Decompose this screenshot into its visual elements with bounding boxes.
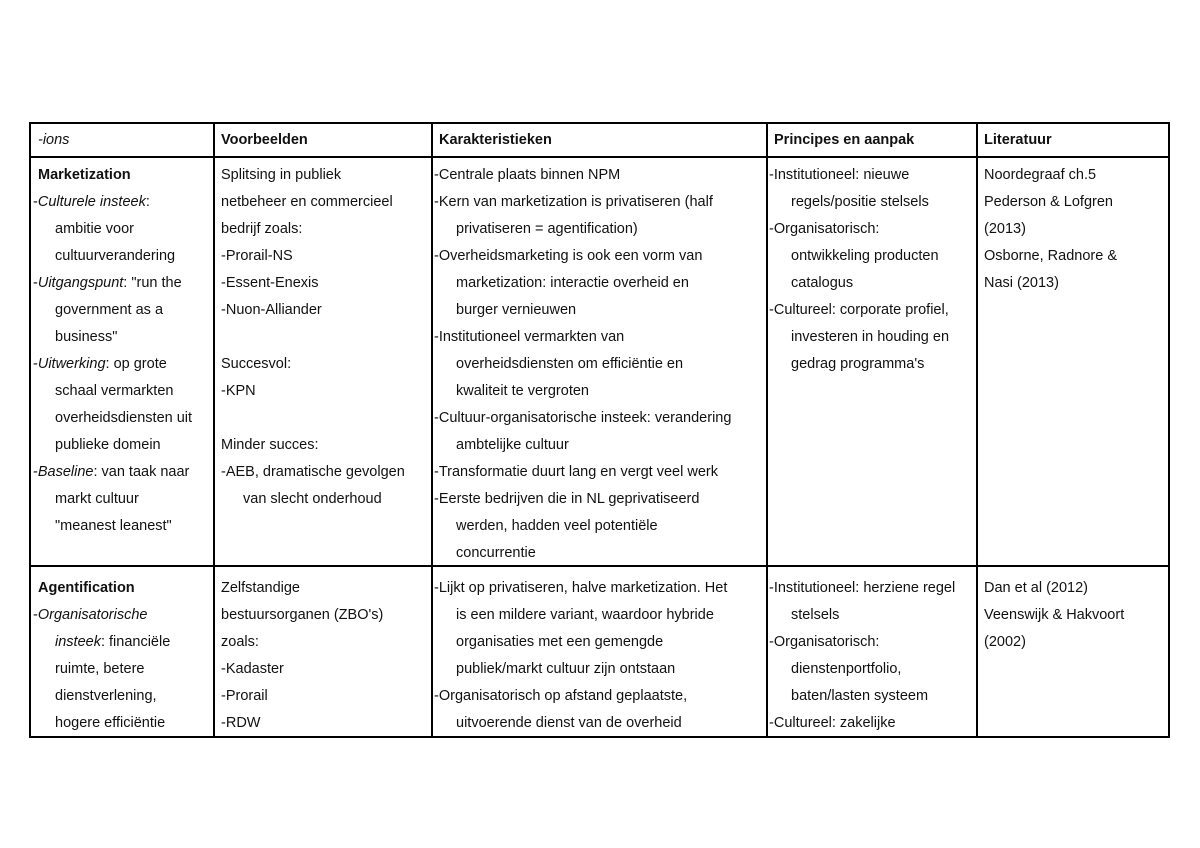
cell-line [33, 629, 170, 656]
cell-line: Marketization [38, 167, 131, 183]
cell-line: investeren in houding en [791, 329, 950, 345]
cell-line: publieke domein [55, 437, 161, 453]
row-agentification-principes [769, 575, 955, 737]
cell-line: dienstenportfolio, [791, 661, 902, 677]
cell-line: privatiseren = agentification) [456, 221, 638, 237]
cell-line: regels/positie stelsels [791, 194, 929, 210]
cell-line: van slecht onderhoud [243, 491, 382, 507]
cell-line: baten/lasten systeem [791, 688, 929, 704]
cell-line: stelsels [791, 607, 840, 623]
header-divider [31, 156, 1168, 158]
cell-line: uitvoerende dienst van de overheid [456, 715, 682, 731]
cell-line: ambtelijke cultuur [456, 437, 569, 453]
cell-line: (2013) [984, 221, 1026, 237]
cell-line: Nasi (2013) [984, 275, 1059, 291]
row-marketization-ions [33, 162, 192, 540]
cell-line-label: Culturele insteek [37, 194, 146, 210]
cell-line: - RDW [221, 710, 383, 737]
cell-line [33, 459, 192, 486]
row-marketization-karakteristieken [434, 162, 731, 567]
cell-line: - Kadaster [221, 656, 383, 683]
header-karakteristieken: Karakteristieken [439, 132, 552, 148]
cell-line: - Overheidsmarketing is ook een vorm van [434, 243, 731, 270]
cell-line: - Organisatorisch: [769, 216, 949, 243]
cell-line: Agentification [38, 580, 135, 596]
cell-line: government as a [55, 302, 164, 318]
cell-line: Osborne, Radnore & [984, 248, 1117, 264]
cell-line: - Organisatorisch op afstand geplaatste, [434, 683, 727, 710]
cell-line [33, 270, 192, 297]
cell-line [33, 189, 192, 216]
cell-line: - Institutioneel: herziene regel [769, 575, 955, 602]
cell-line [33, 602, 170, 629]
cell-line: schaal vermarkten [55, 383, 174, 399]
cell-line: - Nuon-Alliander [221, 297, 405, 324]
cell-line: bestuursorganen (ZBO's) [221, 607, 384, 623]
cell-line: - Eerste bedrijven die in NL geprivatiseerd [434, 486, 731, 513]
cell-line: - Lijkt op privatiseren, halve marketization. Het [434, 575, 727, 602]
cell-line: concurrentie [456, 545, 536, 561]
cell-line: - Prorail-NS [221, 243, 405, 270]
cell-line-label: Uitwerking [37, 356, 106, 372]
cell-line: - Institutioneel vermarkten van [434, 324, 731, 351]
cell-line: is een mildere variant, waardoor hybride [456, 607, 714, 623]
cell-line: - Organisatorisch: [769, 629, 955, 656]
cell-line [221, 405, 405, 432]
cell-line: netbeheer en commercieel [221, 194, 393, 210]
row-agentification-ions [33, 575, 170, 737]
cell-line: Noordegraaf ch.5 [984, 167, 1097, 183]
cell-line: - Institutioneel: nieuwe [769, 162, 949, 189]
cell-line: marketization: interactie overheid en [456, 275, 689, 291]
cell-line: publiek/markt cultuur zijn ontstaan [456, 661, 676, 677]
column-divider [213, 124, 215, 736]
cell-line [221, 324, 405, 351]
cell-line: markt cultuur [55, 491, 139, 507]
cell-line: zoals: [221, 634, 259, 650]
cell-line [33, 351, 192, 378]
row-marketization-voorbeelden [221, 162, 405, 513]
cell-line: - Essent-Enexis [221, 270, 405, 297]
row-agentification-voorbeelden [221, 575, 383, 737]
cell-line: Pederson & Lofgren [984, 194, 1113, 210]
cell-line: - Cultureel: zakelijke [769, 710, 955, 737]
cell-line: dienstverlening, [55, 688, 157, 704]
cell-line: Veenswijk & Hakvoort [984, 607, 1125, 623]
header-voorbeelden: Voorbeelden [221, 132, 308, 148]
comparison-table [29, 122, 1170, 738]
cell-line: - Cultuur-organisatorische insteek: verandering [434, 405, 731, 432]
cell-line: catalogus [791, 275, 854, 291]
cell-line: Succesvol: [221, 356, 292, 372]
column-divider [431, 124, 433, 736]
row-agentification-karakteristieken [434, 575, 727, 737]
cell-line: (2002) [984, 634, 1026, 650]
cell-line: - Prorail [221, 683, 383, 710]
cell-line: bedrijf zoals: [221, 221, 303, 237]
cell-line: - Cultureel: corporate profiel, [769, 297, 949, 324]
row-marketization-principes [769, 162, 949, 378]
cell-line: burger vernieuwen [456, 302, 577, 318]
cell-line-label: Baseline [37, 464, 94, 480]
cell-line: Dan et al (2012) [984, 580, 1088, 596]
cell-line: Minder succes: [221, 437, 319, 453]
cell-line: ruimte, betere [55, 661, 145, 677]
cell-line: hogere efficiëntie [55, 715, 166, 731]
cell-line: - Centrale plaats binnen NPM [434, 162, 731, 189]
cell-line-label: Uitgangspunt [37, 275, 124, 291]
cell-line: ontwikkeling producten [791, 248, 939, 264]
header-literatuur: Literatuur [984, 132, 1052, 148]
cell-line: Zelfstandige [221, 580, 300, 596]
row-marketization-literatuur [984, 162, 1117, 297]
cell-line-text: : van taak naar [93, 464, 190, 480]
cell-line-text: : "run the [123, 275, 182, 291]
cell-line: "meanest leanest" [55, 518, 172, 534]
cell-line-text: : financiële [100, 634, 171, 650]
header-ions: -ions [38, 132, 70, 148]
cell-line: business" [55, 329, 118, 345]
cell-line: - KPN [221, 378, 405, 405]
column-divider [976, 124, 978, 736]
cell-line: cultuurverandering [55, 248, 176, 264]
cell-line: - AEB, dramatische gevolgen [221, 459, 405, 486]
cell-line-label: insteek [55, 634, 101, 650]
cell-line: overheidsdiensten uit [55, 410, 193, 426]
cell-line: organisaties met een gemengde [456, 634, 664, 650]
cell-line: werden, hadden veel potentiële [456, 518, 658, 534]
row-agentification-literatuur [984, 575, 1124, 656]
cell-line-text: : op grote [105, 356, 167, 372]
cell-line-text: : [145, 194, 150, 210]
cell-line: Splitsing in publiek [221, 167, 342, 183]
cell-line: kwaliteit te vergroten [456, 383, 589, 399]
cell-line-label: Organisatorische [37, 607, 148, 623]
cell-line: overheidsdiensten om efficiëntie en [456, 356, 684, 372]
column-divider [766, 124, 768, 736]
cell-line: gedrag programma's [791, 356, 925, 372]
cell-line: ambitie voor [55, 221, 134, 237]
cell-line: - Transformatie duurt lang en vergt veel werk [434, 459, 731, 486]
cell-line: - Kern van marketization is privatiseren (half [434, 189, 731, 216]
header-principes: Principes en aanpak [774, 132, 915, 148]
